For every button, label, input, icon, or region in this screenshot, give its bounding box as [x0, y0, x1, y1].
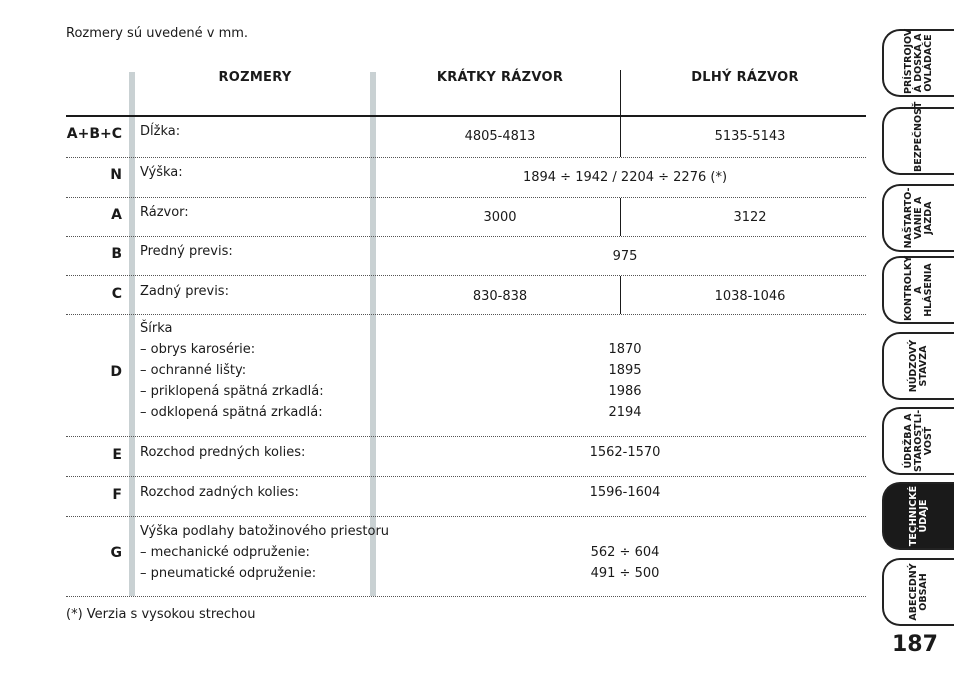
row-label: – obrys karosérie: — [140, 342, 256, 357]
row-value-both: 1986 — [608, 384, 642, 399]
row-label: – mechanické odpruženie: — [140, 545, 310, 560]
row-label: Výška: — [140, 165, 183, 180]
header-short: KRÁTKY RÁZVOR — [436, 70, 564, 85]
row-code: G — [110, 545, 122, 561]
row-value-both: 2194 — [608, 405, 642, 420]
row-label: Výška podlahy batožinového priestoru — [140, 524, 390, 539]
column-bar-left — [129, 72, 135, 596]
tab-nastartovanie[interactable] — [882, 184, 954, 252]
header-rule — [66, 115, 866, 117]
row-value-both: 562 ÷ 604 — [590, 545, 660, 560]
row-value-both: 1894 ÷ 1942 / 2204 ÷ 2276 (*) — [522, 170, 728, 185]
tab-abecedny-obsah[interactable] — [882, 558, 954, 626]
row-value-both: 975 — [612, 249, 638, 264]
row-value-long: 3122 — [733, 210, 767, 225]
row-code: E — [112, 447, 122, 463]
tab-label: NÚDZOVÝ STAVZA — [908, 339, 929, 393]
row-label: Rozchod predných kolies: — [140, 445, 306, 460]
tab-label: ABECEDNÝ OBSAH — [908, 563, 929, 621]
tab-pristrojova-doska[interactable] — [882, 29, 954, 97]
row-label: – pneumatické odpruženie: — [140, 566, 317, 581]
tab-nudzovy-stav[interactable] — [882, 332, 954, 400]
row-code: C — [111, 286, 122, 302]
row-rule — [66, 275, 866, 276]
column-bar-right — [370, 72, 376, 596]
tab-bezpecnost[interactable] — [882, 101, 954, 175]
row-value-short: 830-838 — [472, 289, 528, 304]
row-label: Dĺžka: — [140, 124, 181, 139]
row-rule — [66, 516, 866, 517]
row-divider — [620, 117, 621, 157]
row-value-both: 491 ÷ 500 — [590, 566, 660, 581]
row-label: Šírka — [140, 321, 173, 336]
row-divider — [620, 276, 621, 314]
row-code: N — [110, 167, 122, 183]
tab-label: ÚDRŽBA A STAROSTLI- VOSŤ — [903, 409, 934, 472]
tab-udrzba[interactable] — [882, 407, 954, 475]
row-label: – odklopená spätná zrkadlá: — [140, 405, 323, 420]
header-divider — [620, 70, 621, 116]
row-label: – ochranné lišty: — [140, 363, 247, 378]
row-rule — [66, 596, 866, 597]
row-value-long: 1038-1046 — [714, 289, 786, 304]
row-rule — [66, 157, 866, 158]
row-label: Rozchod zadných kolies: — [140, 485, 299, 500]
row-value-both: 1562-1570 — [589, 445, 661, 460]
tab-label: PRÍSTROJOV Á DOSKA A OVLÁDAČE — [903, 28, 934, 94]
row-rule — [66, 436, 866, 437]
row-rule — [66, 476, 866, 477]
tab-label: TECHNICKÉ ÚDAJE — [908, 485, 929, 547]
intro-text: Rozmery sú uvedené v mm. — [66, 26, 249, 41]
tab-label: BEZPEČNOSŤ — [913, 101, 924, 172]
row-code: D — [110, 364, 122, 380]
row-value-short: 4805-4813 — [464, 129, 536, 144]
tab-label: KONTROLKY A HLÁSENIA — [903, 255, 934, 321]
tab-technicke-udaje[interactable] — [882, 482, 954, 550]
header-dims: ROZMERY — [218, 70, 292, 85]
row-value-both: 1895 — [608, 363, 642, 378]
row-label: – priklopená spätná zrkadlá: — [140, 384, 324, 399]
row-label: Zadný previs: — [140, 284, 229, 299]
tab-kontrolky[interactable] — [882, 256, 954, 324]
tab-label: NAŠTARTO- VANIE A JAZDA — [903, 187, 934, 249]
row-code: B — [111, 246, 122, 262]
row-code: A — [111, 207, 122, 223]
page-number: 187 — [892, 632, 938, 657]
row-value-short: 3000 — [483, 210, 517, 225]
row-value-long: 5135-5143 — [714, 129, 786, 144]
row-label: Predný previs: — [140, 244, 233, 259]
footnote: (*) Verzia s vysokou strechou — [66, 607, 256, 622]
row-rule — [66, 236, 866, 237]
row-rule — [66, 197, 866, 198]
row-label: Rázvor: — [140, 205, 189, 220]
row-code: F — [112, 487, 122, 503]
row-divider — [620, 198, 621, 236]
header-long: DLHÝ RÁZVOR — [691, 70, 799, 85]
row-value-both: 1870 — [608, 342, 642, 357]
row-code: A+B+C — [66, 126, 122, 142]
row-value-both: 1596-1604 — [589, 485, 661, 500]
row-rule — [66, 314, 866, 315]
